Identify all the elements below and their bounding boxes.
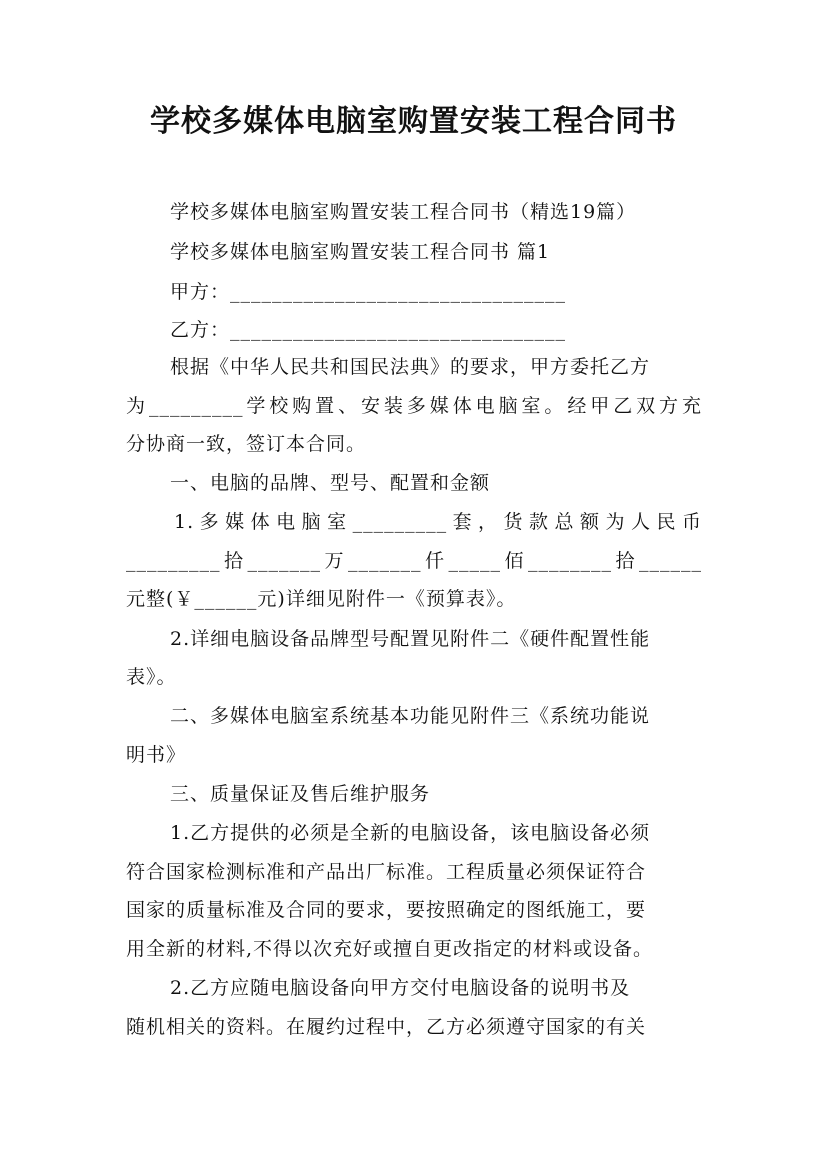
section-1-heading: 一、电脑的品牌、型号、配置和金额 bbox=[170, 472, 491, 494]
party-b-blank: ________________________________ bbox=[230, 319, 567, 341]
section-2-line-2: 明书》 bbox=[126, 744, 187, 766]
intro-line-3: 分协商一致，签订本合同。 bbox=[126, 433, 367, 455]
section-3-item-1-line-3: 国家的质量标准及合同的要求，要按照确定的图纸施工，要 bbox=[126, 899, 647, 921]
chapter-heading: 学校多媒体电脑室购置安装工程合同书 篇1 bbox=[170, 241, 551, 263]
document-subtitle: 学校多媒体电脑室购置安装工程合同书（精选19篇） bbox=[170, 201, 637, 223]
section-3-item-1-line-1: 1.乙方提供的必须是全新的电脑设备，该电脑设备必须 bbox=[170, 822, 651, 844]
section-1-amount-line: _________拾_______万_______仟_____佰________拾______ bbox=[126, 550, 702, 572]
intro-line-2 bbox=[126, 392, 702, 420]
party-a-label: 甲方： bbox=[170, 281, 231, 303]
party-a-blank: ________________________________ bbox=[230, 281, 567, 303]
amount-blank: ______ bbox=[194, 588, 258, 610]
section-3-heading: 三、质量保证及售后维护服务 bbox=[170, 783, 431, 805]
section-1-item-1-line-1: 1.多媒体电脑室_________套，货款总额为人民币 bbox=[174, 511, 702, 533]
section-1-item-1-line-3: 元整(￥______元)详细见附件一《预算表》。 bbox=[126, 588, 517, 610]
school-name-blank: _________ bbox=[148, 395, 244, 417]
section-1-item-2-line-2: 表》。 bbox=[126, 666, 177, 688]
section-3-item-1-line-4: 用全新的材料,不得以次充好或擅自更改指定的材料或设备。 bbox=[126, 938, 654, 960]
intro-line-2-pre: 为 bbox=[126, 395, 149, 417]
party-b-label: 乙方： bbox=[170, 319, 231, 341]
section-1-item-2-line-1: 2.详细电脑设备品牌型号配置见附件二《硬件配置性能 bbox=[170, 628, 651, 650]
intro-line-2-post: 学校购置、安装多媒体电脑室。经甲乙双方充 bbox=[243, 395, 702, 417]
section-3-item-2-line-2: 随机相关的资料。在履约过程中，乙方必须遵守国家的有关 bbox=[126, 1016, 647, 1038]
party-b-line bbox=[170, 316, 566, 344]
party-a-line bbox=[170, 278, 566, 306]
section-3-item-2-line-1: 2.乙方应随电脑设备向甲方交付电脑设备的说明书及 bbox=[170, 977, 631, 999]
intro-line-1: 根据《中华人民共和国民法典》的要求，甲方委托乙方 bbox=[170, 356, 651, 378]
section-2-line-1: 二、多媒体电脑室系统基本功能见附件三《系统功能说 bbox=[170, 705, 651, 727]
set-count-blank: _________ bbox=[352, 511, 448, 533]
section-3-item-1-line-2: 符合国家检测标准和产品出厂标准。工程质量必须保证符合 bbox=[126, 861, 647, 883]
document-title: 学校多媒体电脑室购置安装工程合同书 bbox=[150, 104, 677, 139]
